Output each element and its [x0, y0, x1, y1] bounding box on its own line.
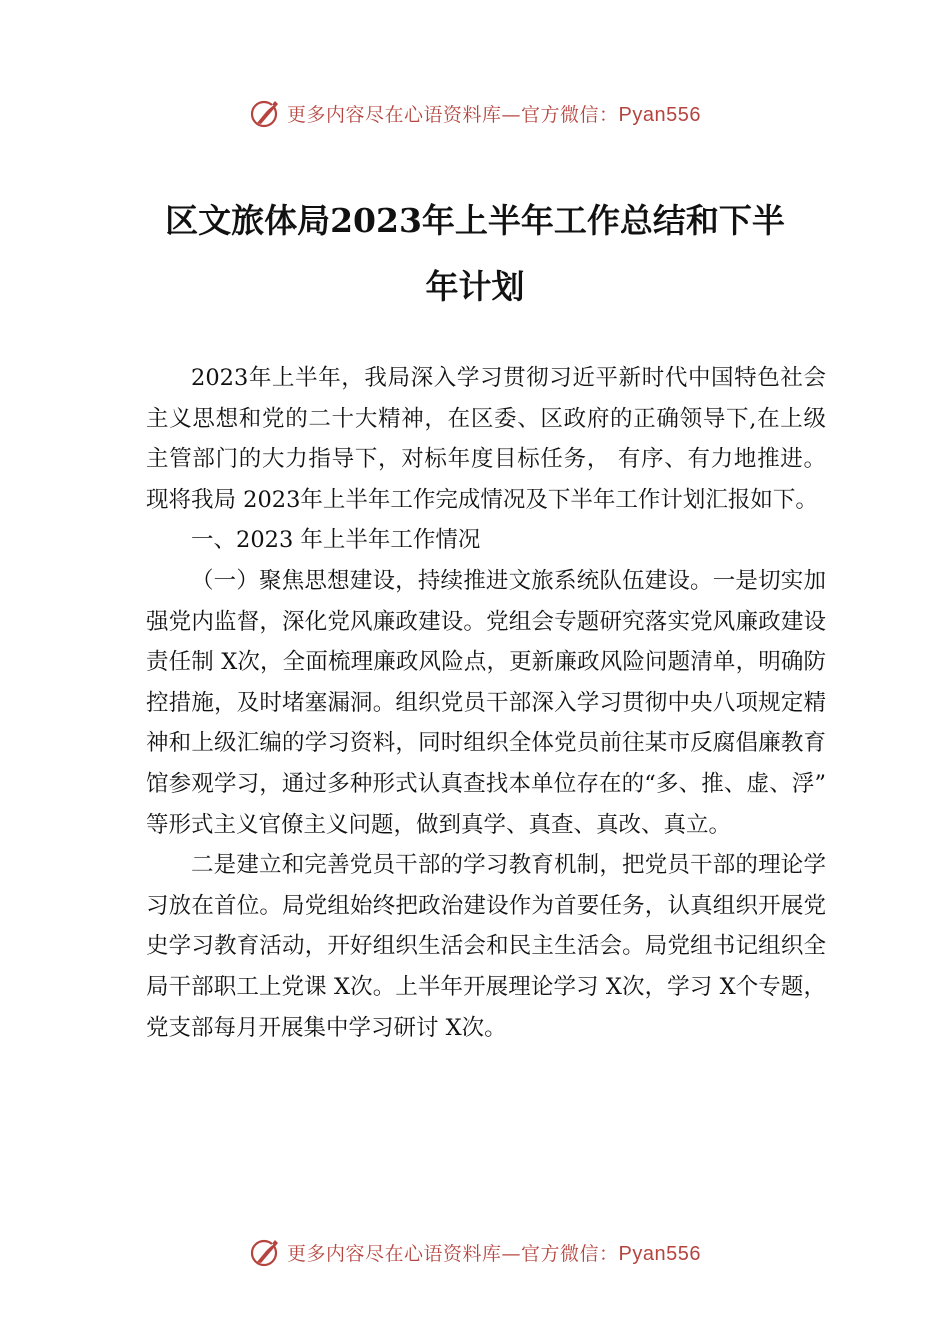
header-watermark	[0, 93, 950, 133]
title-line-1: 区文旅体局2023年上半年工作总结和下半	[165, 201, 785, 240]
watermark-text	[287, 100, 701, 127]
quill-pen-logo-icon	[249, 1236, 281, 1268]
watermark-wechat-id: Pyan556	[618, 103, 701, 126]
footer-watermark	[0, 1232, 950, 1272]
watermark-text	[287, 1239, 701, 1266]
quill-pen-logo-icon	[249, 97, 281, 129]
section-heading: 一、2023 年上半年工作情况	[191, 527, 481, 554]
intro-paragraph: 2023年上半年，我局深入学习贯彻习近平新时代中国特色社会主义思想和党的二十大精神，在区委、区政府的正确领导下,在上级主管部门的大力指导下，对标年度目标任务， 有序、有力地推进。现将我局 2023年上半年工作完成情况及下半年工作计划汇报如下。	[146, 365, 826, 513]
title-line-2: 年计划	[425, 267, 525, 306]
watermark-main-text: 更多内容尽在心语资料库—官方微信：	[287, 1242, 619, 1265]
document-title	[0, 188, 950, 320]
body-paragraph: 二是建立和完善党员干部的学习教育机制，把党员干部的理论学习放在首位。局党组始终把政治建设作为首要任务，认真组织开展党史学习教育活动，开好组织生活会和民主生活会。局党组书记组织全局干部职工上党课 X次。上半年开展理论学习 X次，学习 X个专题，党支部每月开展集中学习研讨 X次。	[146, 852, 826, 1041]
watermark-wechat-id: Pyan556	[618, 1242, 701, 1265]
body-paragraph: （一）聚焦思想建设，持续推进文旅系统队伍建设。一是切实加强党内监督，深化党风廉政建设。党组会专题研究落实党风廉政建设责任制 X次，全面梳理廉政风险点，更新廉政风险问题清单，明确防控措施，及时堵塞漏洞。组织党员干部深入学习贯彻中央八项规定精神和上级汇编的学习资料，同时组织全体党员前往某市反腐倡廉教育馆参观学习，通过多种形式认真查找本单位存在的“多、推、虚、浮” 等形式主义官僚主义问题，做到真学、真查、真改、真立。	[146, 567, 826, 838]
watermark-main-text: 更多内容尽在心语资料库—官方微信：	[287, 103, 619, 126]
document-body	[146, 358, 826, 1048]
